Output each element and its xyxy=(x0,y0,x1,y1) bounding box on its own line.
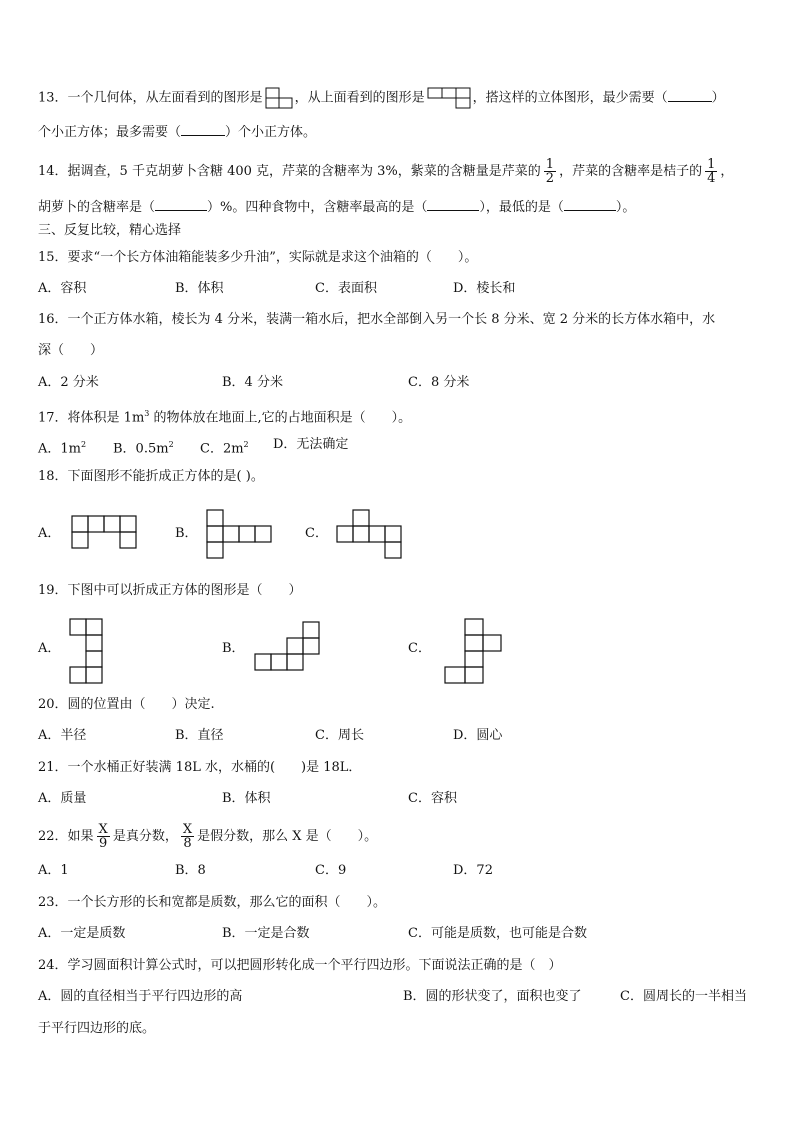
q21-option-a[interactable]: A．质量 xyxy=(38,791,87,806)
q13-text-4: ） xyxy=(711,90,725,106)
q20-option-c[interactable]: C．周长 xyxy=(315,728,364,743)
q13-text-2: ，从上面看到的图形是 xyxy=(294,90,425,106)
q17-option-b-text: B．0.5m xyxy=(113,441,169,457)
q22-text-2: 是真分数， xyxy=(112,829,178,844)
q17-option-a-text: A．1m xyxy=(38,441,81,457)
q17-option-d[interactable]: D．无法确定 xyxy=(273,437,349,452)
fraction-denominator: 2 xyxy=(545,171,555,186)
q24-option-a[interactable]: A．圆的直径相当于平行四边形的高 xyxy=(38,989,243,1004)
fraction-one-half xyxy=(544,158,556,185)
q18-option-a[interactable]: A． xyxy=(38,526,61,541)
q17-option-a[interactable] xyxy=(38,435,86,459)
fraction-x-over-8 xyxy=(181,823,194,850)
q17-option-c-sup: 2 xyxy=(243,440,249,449)
q18-net-a xyxy=(70,514,140,550)
fraction-denominator: 9 xyxy=(99,836,108,851)
q17-option-b[interactable] xyxy=(113,435,174,459)
q15-option-b[interactable]: B．体积 xyxy=(175,281,224,296)
q22-option-a[interactable]: A．1 xyxy=(38,863,69,878)
q15-option-d[interactable]: D．棱长和 xyxy=(453,281,516,296)
q24-option-b[interactable]: B．圆的形状变了，面积也变了 xyxy=(403,989,582,1004)
fraction-one-quarter xyxy=(705,158,717,185)
fraction-numerator: 1 xyxy=(545,157,555,172)
q16-stem-cont: 深（ ） xyxy=(38,343,104,358)
q13-line1 xyxy=(38,87,725,109)
q14-text-6: ），最低的是（ xyxy=(479,200,564,215)
q18-stem: 18．下面图形不能折成正方体的是( )。 xyxy=(38,469,264,484)
q21-stem: 21．一个水桶正好装满 18L 水，水桶的( )是 18L． xyxy=(38,760,362,775)
q17-option-c[interactable] xyxy=(200,435,249,459)
q14-text-7: ）。 xyxy=(615,200,636,215)
q17-stem-b: 的物体放在地面上,它的占地面积是（ ）。 xyxy=(149,410,412,426)
q24-option-c-cont: 于平行四边形的底。 xyxy=(38,1021,156,1036)
q15-option-c[interactable]: C．表面积 xyxy=(315,281,377,296)
q20-option-a[interactable]: A．半径 xyxy=(38,728,87,743)
q13-blank-2[interactable] xyxy=(181,122,225,136)
q14-text-1: 据调查，5 千克胡萝卜含糖 400 克，芹菜的含糖率为 3%，紫菜的含糖量是芹菜的 xyxy=(67,164,541,179)
fraction-denominator: 4 xyxy=(707,171,716,186)
fraction-numerator: 1 xyxy=(707,157,716,172)
q14-line1 xyxy=(38,158,733,185)
fraction-denominator: 8 xyxy=(183,836,192,851)
top-view-figure xyxy=(426,87,472,109)
q15-option-a[interactable]: A．容积 xyxy=(38,281,87,296)
q19-option-a[interactable]: A． xyxy=(38,641,61,656)
q23-stem: 23．一个长方形的长和宽都是质数，那么它的面积（ ）。 xyxy=(38,895,387,910)
q22-text-3: 是假分数，那么 X 是（ ）。 xyxy=(197,829,378,844)
q21-option-c[interactable]: C．容积 xyxy=(408,791,457,806)
q23-option-c[interactable]: C．可能是质数，也可能是合数 xyxy=(408,926,587,941)
q16-option-b[interactable]: B．4 分米 xyxy=(222,375,283,390)
fraction-numerator: X xyxy=(182,822,193,837)
q20-option-b[interactable]: B．直径 xyxy=(175,728,224,743)
q13-text-5: 个小正方体；最多需要（ xyxy=(38,125,182,140)
q18-option-b[interactable]: B． xyxy=(175,526,198,541)
section-heading: 三、反复比较，精心选择 xyxy=(38,223,182,238)
q19-option-c[interactable]: C． xyxy=(408,641,431,656)
q16-option-c[interactable]: C．8 分米 xyxy=(408,375,470,390)
q17-stem xyxy=(38,404,411,428)
q13-text-1: 一个几何体，从左面看到的图形是 xyxy=(67,90,263,106)
q14-blank-1[interactable] xyxy=(155,197,207,211)
q17-option-c-text: C．2m xyxy=(200,441,244,457)
q22-text-1: 22．如果 xyxy=(38,829,94,844)
left-view-figure xyxy=(264,87,294,109)
fraction-x-over-9 xyxy=(97,823,110,850)
q18-option-c[interactable]: C． xyxy=(305,526,328,541)
q21-option-b[interactable]: B．体积 xyxy=(222,791,271,806)
q20-option-d[interactable]: D．圆心 xyxy=(453,728,503,743)
q22-option-b[interactable]: B．8 xyxy=(175,863,206,878)
q17-option-b-sup: 2 xyxy=(168,440,174,449)
q13-number: 13． xyxy=(38,90,68,106)
q24-stem: 24．学习圆面积计算公式时，可以把圆形转化成一个平行四边形。下面说法正确的是（ ） xyxy=(38,958,562,973)
q14-number: 14． xyxy=(38,164,68,179)
q13-blank-1[interactable] xyxy=(668,88,712,102)
q14-blank-3[interactable] xyxy=(564,197,616,211)
q17-sup: 3 xyxy=(144,409,150,418)
q20-stem: 20．圆的位置由（ ）决定. xyxy=(38,697,215,712)
q18-net-c xyxy=(335,508,405,560)
q14-line2 xyxy=(38,197,635,218)
q19-option-b[interactable]: B． xyxy=(222,641,245,656)
q22-option-c[interactable]: C．9 xyxy=(315,863,347,878)
q13-text-3: ，搭这样的立体图形，最少需要（ xyxy=(472,90,668,106)
q14-blank-2[interactable] xyxy=(427,197,479,211)
q16-option-a[interactable]: A．2 分米 xyxy=(38,375,99,390)
q13-line2 xyxy=(38,122,316,143)
q17-stem-a: 17．将体积是 1m xyxy=(38,410,145,426)
q22-stem xyxy=(38,823,377,850)
q19-net-b xyxy=(253,620,323,672)
q14-text-3: ， xyxy=(720,164,734,179)
q19-net-c xyxy=(443,617,513,683)
q24-option-c[interactable]: C．圆周长的一半相当 xyxy=(620,989,747,1004)
q14-text-5: ）%。四种食物中，含糖率最高的是（ xyxy=(207,200,428,215)
q22-option-d[interactable]: D．72 xyxy=(453,863,493,878)
q15-stem: 15．要求“一个长方体油箱能装多少升油”，实际就是求这个油箱的（ ）。 xyxy=(38,250,478,265)
q14-text-4: 胡萝卜的含糖率是（ xyxy=(38,200,156,215)
q19-net-a xyxy=(68,617,118,683)
q16-stem: 16．一个正方体水箱，棱长为 4 分米，装满一箱水后，把水全部倒入另一个长 8 分米、宽 2 分米的长方体水箱中，水 xyxy=(38,312,716,327)
fraction-numerator: X xyxy=(98,822,108,837)
q14-text-2: ，芹菜的含糖率是桔子的 xyxy=(559,164,703,179)
q18-net-b xyxy=(205,508,275,560)
q17-option-a-sup: 2 xyxy=(81,440,87,449)
q23-option-b[interactable]: B．一定是合数 xyxy=(222,926,310,941)
q13-text-6: ）个小正方体。 xyxy=(225,125,317,140)
q19-stem: 19．下图中可以折成正方体的图形是（ ） xyxy=(38,583,302,598)
q23-option-a[interactable]: A．一定是质数 xyxy=(38,926,126,941)
